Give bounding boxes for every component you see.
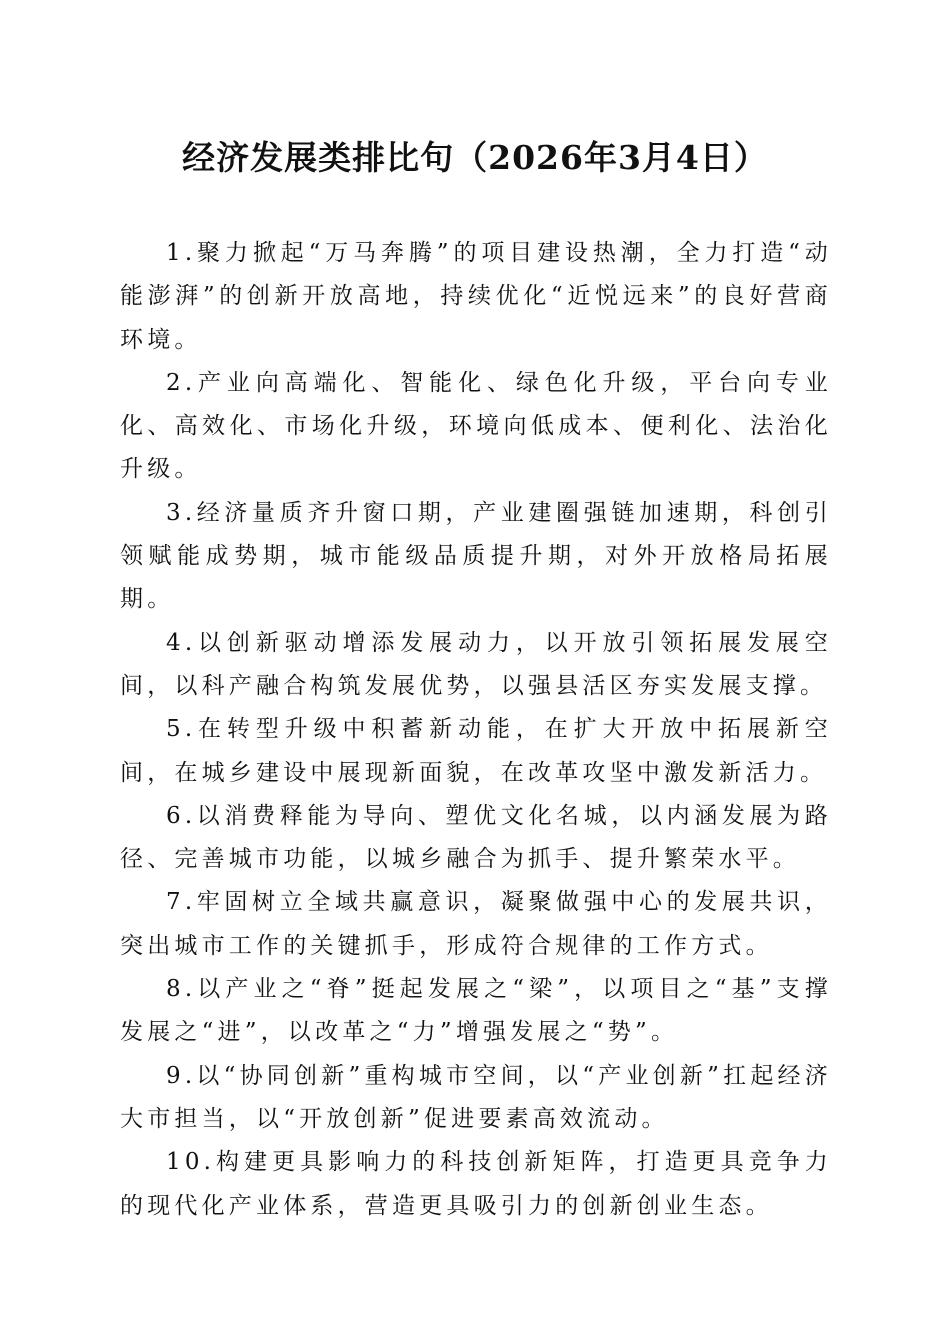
paragraph-4: 4.以创新驱动增添发展动力，以开放引领拓展发展空间，以科产融合构筑发展优势，以强县活区夯实发展支撑。 bbox=[120, 629, 832, 699]
document-title: 经济发展类排比句（2026年3月4日） bbox=[182, 138, 768, 177]
paragraph-5: 5.在转型升级中积蓄新动能，在扩大开放中拓展新空间，在城乡建设中展现新面貌，在改革攻坚中激发新活力。 bbox=[120, 716, 832, 786]
paragraph-8: 8.以产业之“脊”挺起发展之“梁”，以项目之“基”支撑发展之“进”，以改革之“力”增强发展之“势”。 bbox=[120, 976, 832, 1046]
paragraph-3: 3.经济量质齐升窗口期，产业建圈强链加速期，科创引领赋能成势期，城市能级品质提升期，对外开放格局拓展期。 bbox=[120, 499, 832, 613]
paragraph-1: 1.聚力掀起“万马奔腾”的项目建设热潮，全力打造“动能澎湃”的创新开放高地，持续优化“近悦远来”的良好营商环境。 bbox=[120, 240, 832, 353]
paragraph-6: 6.以消费释能为导向、塑优文化名城，以内涵发展为路径、完善城市功能，以城乡融合为抓手、提升繁荣水平。 bbox=[120, 802, 832, 873]
paragraph-7: 7.牢固树立全域共赢意识，凝聚做强中心的发展共识，突出城市工作的关键抓手，形成符合规律的工作方式。 bbox=[120, 889, 832, 959]
paragraph-2: 2.产业向高端化、智能化、绿色化升级，平台向专业化、高效化、市场化升级，环境向低成本、便利化、法治化升级。 bbox=[120, 369, 832, 483]
paragraph-10: 10.构建更具影响力的科技创新矩阵，打造更具竞争力的现代化产业体系，营造更具吸引力的创新创业生态。 bbox=[120, 1149, 832, 1219]
document-body bbox=[120, 232, 832, 1228]
paragraph-9: 9.以“协同创新”重构城市空间，以“产业创新”扛起经济大市担当，以“开放创新”促进要素高效流动。 bbox=[120, 1062, 832, 1132]
